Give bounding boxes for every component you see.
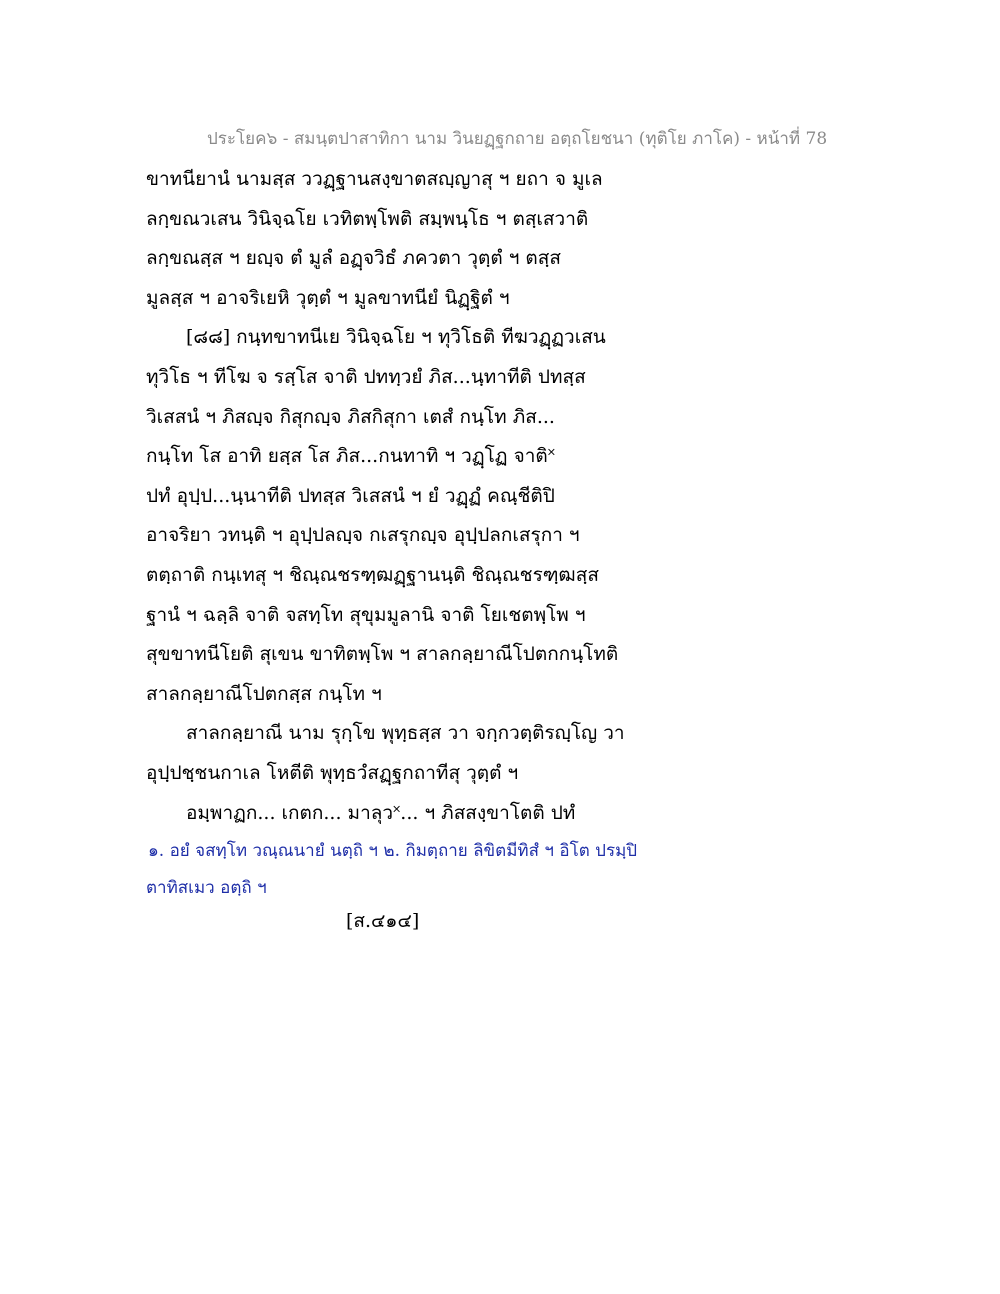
text-line: ปทํ อุปฺป...นฺนาทีติ ปทสฺส วิเสสนํ ฯ ยํ วฏฺฏํ คณฺชีติปิ (146, 484, 555, 507)
text-line: ตตฺถาติ กนฺเทสุ ฯ ชิณฺณชรฑฺฒฏฺฐานนฺติ ชิณฺณชรฑฺฒสฺส (146, 563, 599, 586)
text-line: มูลสฺส ฯ อาจริเยหิ วุตฺตํ ฯ มูลขาทนียํ นิฏฺฐิตํ ฯ (146, 286, 510, 309)
running-header: ประโยค๖ - สมนฺตปาสาทิกา นาม วินยฏฺฐกถาย อตฺถโยชนา (ทุติโย ภาโค) - หน้าที่ 78 (207, 129, 828, 149)
text-line: อาจริยา วทนฺติ ฯ อุปฺปลญฺจ กเสรุกญฺจ อุปฺปลกเสรุกา ฯ (146, 524, 580, 547)
text-line: ลกฺขณสฺส ฯ ยญฺจ ตํ มูลํ อฏฺจวิธํ ภควตา วุตฺตํ ฯ ตสฺส (146, 247, 561, 270)
footnote-line: ๑. อยํ จสทฺโท วณฺณนายํ นตฺถิ ฯ ๒. กิมตฺถาย ลิขิตมีทิสํ ฯ อิโต ปรมฺปิ (148, 841, 638, 861)
text-line: สาลกลฺยาณีโปตกสฺส กนฺโท ฯ (146, 682, 382, 705)
footnote-line: ตาทิสเมว อตฺถิ ฯ (146, 878, 267, 898)
text-line: อุปฺปชฺชนกาเล โหตีติ พุทฺธวํสฏฺฐกถาทีสุ วุตฺตํ ฯ (146, 761, 519, 784)
paragraph-start-line: [๘๘] กนฺทขาทนีเย วินิจฺฉโย ฯ ทุวิโธติ ทีฆวฏฺฏวเสน (186, 326, 606, 349)
footnotes (146, 833, 666, 907)
body-text (146, 160, 666, 833)
text-line: ฐานํ ฯ ฉลฺลิ จาติ จสทฺโท สุขุมมูลานิ จาติ โยเชตพฺโพ ฯ (146, 603, 586, 626)
page-reference-code: [ส.๔๑๔] (346, 910, 420, 932)
text-line: ลกฺขณวเสน วินิจฺฉโย เวทิตพฺโพติ สมฺพนฺโธ ฯ ตสฺเสวาติ (146, 207, 589, 230)
text-line: ทุวิโธ ฯ ทีโฆ จ รสฺโส จาติ ปททฺวยํ ภิส...นฺทาทีติ ปทสฺส (146, 365, 586, 388)
text-line: วิเสสนํ ฯ ภิสญฺจ กิสุกญฺจ ภิสกิสุกา เตสํ กนฺโท ภิส... (146, 405, 555, 428)
text-line: กนฺโท โส อาทิ ยสฺส โส ภิส...กนทาทิ ฯ วฏฺโฏ จาติ˟ (146, 445, 555, 468)
text-line: สุขขาทนีโยติ สุเขน ขาทิตพฺโพ ฯ สาลกลฺยาณีโปตกกนฺโทติ (146, 643, 619, 666)
text-line: ขาทนียานํ นามสฺส ววฏฺฐานสงฺขาตสญฺญาสุ ฯ ยถา จ มูเล (146, 168, 603, 190)
paragraph-start-line: อมฺพาฏก... เกตก... มาลุว˟... ฯ ภิสสงฺขาโตติ ปทํ (186, 801, 576, 824)
paragraph-start-line: สาลกลฺยาณี นาม รุกฺโข พุทฺธสฺส วา จกฺกวตฺติรญฺโญ วา (186, 722, 625, 745)
